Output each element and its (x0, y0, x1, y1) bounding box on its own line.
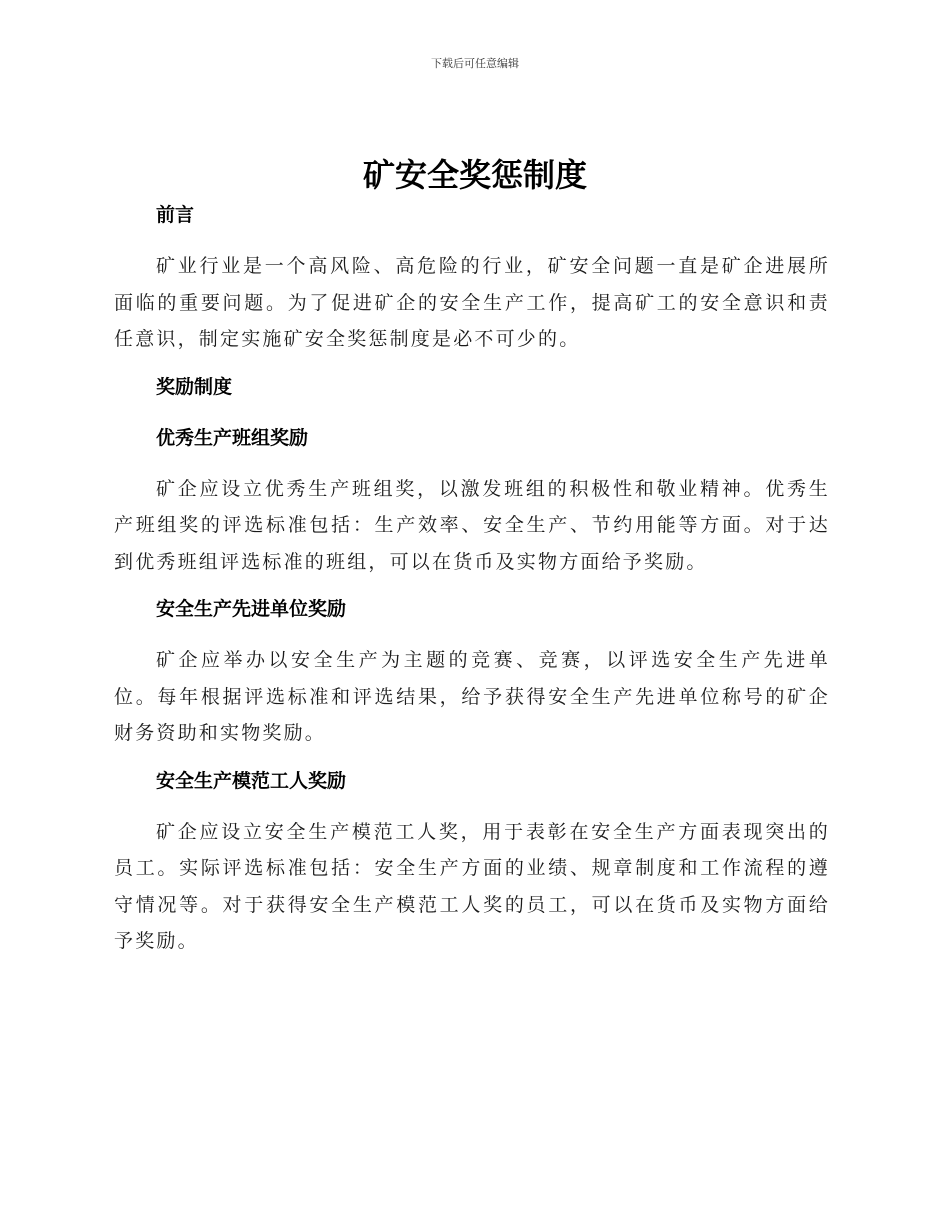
preface-heading: 前言 (156, 204, 195, 226)
team-award-heading: 优秀生产班组奖励 (156, 426, 309, 449)
unit-award-paragraph: 矿企应举办以安全生产为主题的竞赛、竞赛，以评选安全生产先进单位。每年根据评选标准和评选结果，给予获得安全生产先进单位称号的矿企财务资助和实物奖励。 (114, 649, 830, 744)
unit-award-heading: 安全生产先进单位奖励 (156, 598, 347, 620)
document-title: 矿安全奖惩制度 (362, 156, 587, 194)
team-award-paragraph: 矿企应设立优秀生产班组奖，以激发班组的积极性和敬业精神。优秀生产班组奖的评选标准包括：生产效率、安全生产、节约用能等方面。对于达到优秀班组评选标准的班组，可以在货币及实物方面给予奖励。 (114, 477, 830, 573)
worker-award-paragraph: 矿企应设立安全生产模范工人奖，用于表彰在安全生产方面表现突出的员工。实际评选标准包括：安全生产方面的业绩、规章制度和工作流程的遵守情况等。对于获得安全生产模范工人奖的员工，可以在货币及实物方面给予奖励。 (114, 820, 830, 952)
preface-paragraph: 矿业行业是一个高风险、高危险的行业，矿安全问题一直是矿企进展所面临的重要问题。为了促进矿企的安全生产工作，提高矿工的安全意识和责任意识，制定实施矿安全奖惩制度是必不可少的。 (114, 255, 830, 350)
header-note: 下载后可任意编辑 (431, 57, 519, 70)
reward-heading: 奖励制度 (156, 375, 233, 398)
document-body (114, 200, 830, 960)
worker-award-heading: 安全生产模范工人奖励 (156, 769, 347, 792)
